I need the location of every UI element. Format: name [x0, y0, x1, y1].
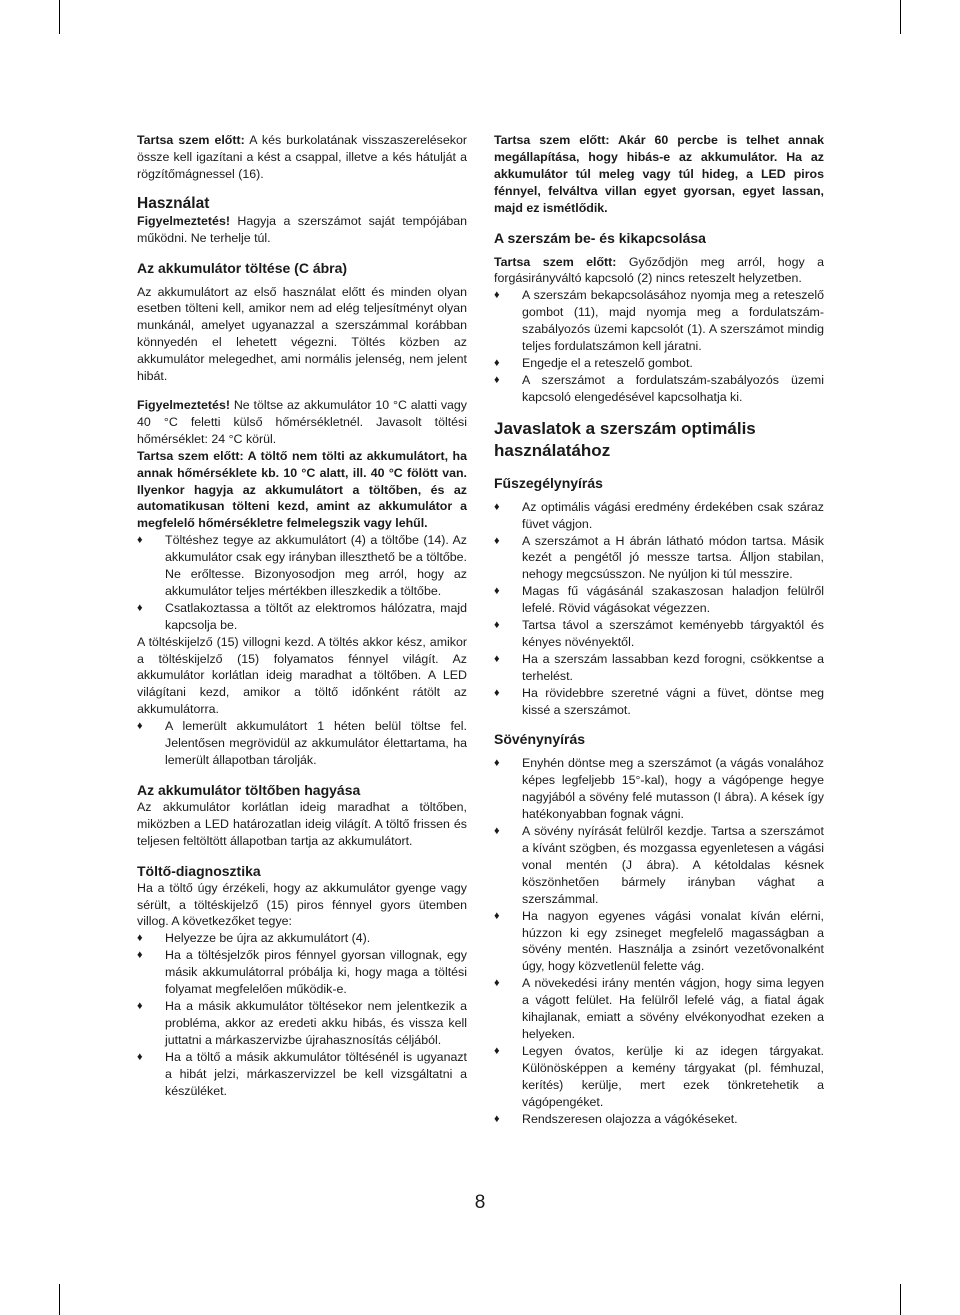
heading-sovenynyiras: Sövénynyírás — [494, 731, 586, 748]
bullet-diamond-icon: ♦ — [494, 977, 500, 990]
crop-mark-top-right — [900, 0, 901, 34]
list-item: ♦ Enyhén döntse meg a szerszámot (a vágás vonalához képes legfeljebb 15°-kal), hogy a vágópenge hegye nagyjából a sövény felé mutasson (I ábra). A kések így hatékonyabban fognak vágni. — [494, 756, 824, 822]
bullet-diamond-icon: ♦ — [137, 720, 143, 733]
note-forgasiranyvalto: Tartsa szem előtt: Győződjön meg arról, hogy a forgásirányváltó kapcsoló (2) nincs reteszelt helyzetben. — [494, 254, 824, 286]
list-soveny — [494, 755, 824, 1127]
list-fuszegely — [494, 499, 824, 719]
heading-akkumulator-toltese: Az akkumulátor töltése (C ábra) — [137, 259, 348, 276]
list-item: ♦ Töltéshez tegye az akkumulátort (4) a töltőbe (14). Az akkumulátor csak egy irányban illeszthető be a töltőbe. Ne erőltesse. Bizonyosodjon meg arról, hogy az akkumulátor teljes mértékben illeszkedik a töltőbe. — [137, 533, 467, 598]
note-homerseklet: Tartsa szem előtt: A töltő nem tölti az akkumulátort, ha annak hőmérséklete kb. 10 °C alatt, ill. 40 °C fölött van. Ilyenkor hagyja az akkumulátort a töltőben, és az automatikusan tölteni kezd, amint az akkumulátor a megfelelő hőmérsékletre felmelegszik vagy lehűl. — [137, 448, 467, 531]
list-kapcsolas — [494, 287, 824, 405]
list-item: ♦ Rendszeresen olajozza a vágókéseket. — [494, 1111, 738, 1126]
left-column — [137, 132, 467, 1099]
list-item: ♦ A szerszámot a H ábrán látható módon tartsa. Másik kezét a pengétől jó messze tartsa. Álljon stabilan, nehogy megcsússzon. Ne nyúljon ki túl messzire. — [494, 533, 824, 582]
list-item: ♦ Helyezze be újra az akkumulátort (4). — [137, 931, 371, 946]
bullet-diamond-icon: ♦ — [494, 1112, 500, 1125]
bullet-diamond-icon: ♦ — [494, 825, 500, 838]
paragraph-hagyasa: Az akkumulátor korlátlan ideig maradhat a töltőben, miközben a LED határozatlan ideig világít. A töltő frissen és teljesen feltöltött állapotban tartja az akkumulátort. — [137, 799, 467, 848]
list-item: ♦ A szerszám bekapcsolásához nyomja meg a reteszelő gombot (11), majd nyomja meg a fordulatszám-szabályozós üzemi kapcsolót (1). A szerszámot mindig teljes fordulatszámon kell járatni. — [494, 288, 824, 354]
list-item: ♦ A növekedési irány mentén vágjon, hogy sima legyen a vágott felület. Ha felülről lefelé vág, a fiatal ágak kihajlanak, emiatt a sövény elvékonyodhat ezeken a helyeken. — [494, 976, 824, 1041]
paragraph-diagnosztika: Ha a töltő úgy érzékeli, hogy az akkumulátor gyenge vagy sérült, a töltéskijelző (15) piros fénnyel gyors ütemben villog. A következőket tegye: — [137, 880, 467, 929]
list-item: ♦ Legyen óvatos, kerülje ki az idegen tárgyakat. Különösképpen a kemény tárgyakat (pl. fémhuzal, kerítés) kerülje, mert ezek tönkretehetik a vágópengéket. — [494, 1043, 824, 1109]
right-column — [494, 132, 824, 1127]
crop-mark-top-left — [59, 0, 60, 34]
list-toltes — [137, 532, 467, 633]
bullet-diamond-icon: ♦ — [137, 932, 143, 945]
bullet-diamond-icon: ♦ — [494, 757, 500, 770]
warning-homerseklet: Figyelmeztetés! Ne töltse az akkumulátor 10 °C alatti vagy 40 °C feletti külső hőmérsékletnél. Javasolt töltési hőmérséklet: 24 °C körül. — [137, 397, 467, 446]
list-item: ♦ A lemerült akkumulátort 1 héten belül töltse fel. Jelentősen megrövidül az akkumulátor élettartama, ha lemerült állapotban tárolják. — [137, 719, 467, 767]
bullet-diamond-icon: ♦ — [494, 534, 500, 547]
bullet-diamond-icon: ♦ — [137, 949, 143, 962]
crop-mark-bottom-right — [900, 1284, 901, 1315]
list-item: ♦ Ha a másik akkumulátor töltésekor nem jelentkezik a probléma, akkor az eredeti akku hibás, és vissza kell juttatni a márkaszervizbe újrahasznosítás céljából. — [137, 998, 467, 1047]
list-item: ♦ Ha a szerszám lassabban kezd forogni, csökkentse a terhelést. — [494, 651, 824, 683]
bullet-diamond-icon: ♦ — [494, 373, 500, 386]
page-number: 8 — [474, 1192, 486, 1213]
note-60-perc: Tartsa szem előtt: Akár 60 percbe is telhet annak megállapítása, hogy hibás-e az akkumulátor. Ha az akkumulátor túl meleg vagy túl hideg, a LED piros fénnyel, felváltva villan egyet gyorsan, egyet lassan, majd ez ismétlődik. — [494, 133, 824, 215]
bullet-diamond-icon: ♦ — [494, 686, 500, 699]
list-item: ♦ Ha rövidebbre szeretné vágni a füvet, döntse meg kissé a szerszámot. — [494, 685, 824, 717]
list-item: ♦ Ha nagyon egyenes vágási vonalat kíván elérni, húzzon ki egy zsineget megfelelő magasságban a sövény mentén. Használja a zsinórt vezetővonalként úgy, hogy közvetlenül felette vág. — [494, 908, 824, 974]
heading-javaslatok: Javaslatok a szerszám optimális használatához — [494, 418, 756, 460]
bullet-diamond-icon: ♦ — [494, 652, 500, 665]
bullet-diamond-icon: ♦ — [137, 601, 143, 614]
list-item: ♦ A sövény nyírását felülről kezdje. Tartsa a szerszámot a kívánt szögben, és mozgassa egyenletesen a vágási vonal mentén (J ábra). A kétoldalas késnek köszönhetően bármely irányban vághat a szerszámmal. — [494, 824, 824, 906]
list-item: ♦ A szerszámot a fordulatszám-szabályozós üzemi kapcsoló elengedésével kapcsolhatja ki. — [494, 372, 824, 404]
list-item: ♦ Ha a töltésjelzők piros fénnyel gyorsan villognak, egy másik akkumulátorral próbálja ki, hogy maga a töltési folyamat megfelelően működik-e. — [137, 948, 467, 997]
heading-fuszegelynyiras: Fűszegélynyírás — [494, 474, 603, 491]
heading-tolto-hagyasa: Az akkumulátor töltőben hagyása — [137, 781, 361, 798]
bullet-diamond-icon: ♦ — [494, 585, 500, 598]
list-item: ♦ Engedje el a reteszelő gombot. — [494, 355, 693, 370]
bullet-diamond-icon: ♦ — [137, 534, 143, 547]
bullet-diamond-icon: ♦ — [137, 1050, 143, 1063]
heading-be-kikapcsolas: A szerszám be- és kikapcsolása — [494, 229, 706, 246]
bullet-diamond-icon: ♦ — [494, 500, 500, 513]
bullet-diamond-icon: ♦ — [494, 909, 500, 922]
list-diagnosztika — [137, 930, 467, 1099]
list-item: ♦ Az optimális vágási eredmény érdekében csak száraz füvet vágjon. — [494, 499, 824, 531]
list-item: ♦ Ha a töltő a másik akkumulátor töltésénél is ugyanazt a hibát jelzi, márkaszervizzel be kell vizsgáltatni a készüléket. — [137, 1049, 467, 1098]
crop-mark-bottom-left — [59, 1284, 60, 1315]
bullet-diamond-icon: ♦ — [494, 356, 500, 369]
heading-diagnosztika: Töltő-diagnosztika — [137, 862, 261, 879]
heading-hasznalat: Használat — [137, 194, 210, 212]
list-item: ♦ Tartsa távol a szerszámot keményebb tárgyaktól és kényes növényektől. — [494, 618, 824, 649]
list-item: ♦ Magas fű vágásánál szakaszosan haladjon felülről lefelé. Rövid vágásokat végezzen. — [494, 584, 824, 616]
bullet-diamond-icon: ♦ — [137, 999, 143, 1012]
bullet-diamond-icon: ♦ — [494, 289, 500, 302]
list-item: ♦ Csatlakoztassa a töltőt az elektromos hálózatra, majd kapcsolja be. — [137, 600, 467, 632]
paragraph-led: A töltéskijelző (15) villogni kezd. A töltés akkor kész, amikor a töltéskijelző (15) folyamatos fénnyel világít. Az akkumulátor korlátlan ideig maradhat a töltőben. A LED világítani kezd, amikor a töltő időnként rátölt az akkumulátorra. — [137, 634, 467, 717]
bullet-diamond-icon: ♦ — [494, 619, 500, 632]
warning-tempo: Figyelmeztetés! Hagyja a szerszámot saját tempójában működni. Ne terhelje túl. — [137, 213, 467, 245]
list-lemerult — [137, 718, 467, 769]
note-kes-burkolat: Tartsa szem előtt: A kés burkolatának visszaszerelésekor össze kell igazítani a kést a csappal, illetve a kés hátulját a rögzítőmágnessel (16). — [137, 133, 467, 181]
paragraph-toltes: Az akkumulátort az első használat előtt és minden olyan esetben tölteni kell, amikor nem ad elég teljesítményt olyan munkánál, amelyet ugyanazzal a szerszámmal korábban könnyedén el lehetett végezni. Töltés közben az akkumulátor melegedhet, ami normális jelenség, nem jelent hibát. — [137, 284, 467, 384]
bullet-diamond-icon: ♦ — [494, 1044, 500, 1057]
